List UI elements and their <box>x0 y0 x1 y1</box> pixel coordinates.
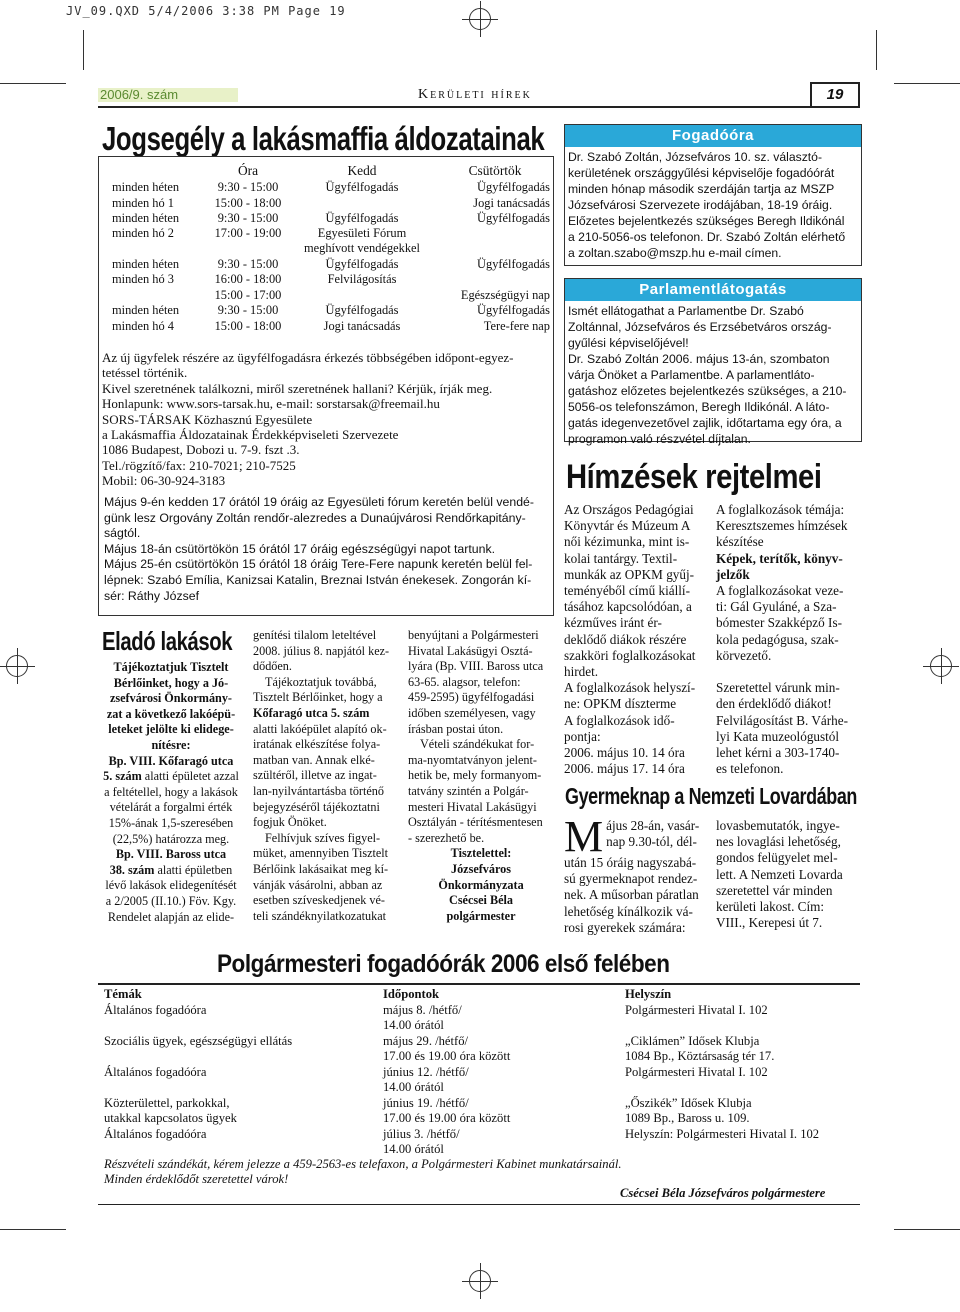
himzesek-line: 2006. május 17. 14 óra <box>564 761 685 777</box>
schedule-column-header: Óra <box>237 163 259 178</box>
note-line: Kivel szeretnének találkozni, miről szeretnének hallani? Kérjük, írják meg. <box>102 380 493 396</box>
himzesek-line: lyi Kata muzeológustól <box>716 728 840 744</box>
schedule-cell: Egészségügyi nap <box>460 288 550 302</box>
signature-line: Tisztelettel: <box>450 846 512 861</box>
event-line: ságtól. <box>104 526 141 541</box>
table-cell: 1084 Bp., Köztársaság tér 17. <box>625 1049 775 1064</box>
elado-line: időben személyesen, vagy <box>408 705 536 720</box>
registration-mark <box>930 655 952 677</box>
event-line: Május 18-án csütörtökön 15 órától 17 óráig egészségügyi napot tartunk. <box>104 541 496 556</box>
himzesek-line: női kézimunka, mint is- <box>564 534 690 550</box>
schedule-column-header: Csütörtök <box>468 163 522 178</box>
section-title: Kerületi hírek <box>418 87 532 102</box>
elado-line: bejegyzéséről tájékoztatni <box>253 799 380 814</box>
table-cell: „Őszikék” Idősek Klubja <box>625 1096 752 1110</box>
dropcap: M <box>564 812 604 861</box>
polgarmesteri-title: Polgármesteri fogadóórák 2006 első felében <box>217 950 670 978</box>
fogadoora-line: Dr. Szabó Zoltán, Józsefváros 10. sz. választó- <box>568 150 823 164</box>
event-line: günk lesz Orgovány Zoltán rendőr-alezredes a Dunaújvárosi Rendőrkapitány- <box>104 510 526 525</box>
elado-column-2 <box>253 628 398 924</box>
gyermeknap-line: rosi gyerekek számára: <box>564 919 686 935</box>
elado-line: benyújtani a Polgármesteri <box>408 628 539 642</box>
gyermeknap-line: sú gyermeknapot rendez- <box>564 871 698 887</box>
himzesek-column-2 <box>716 502 862 777</box>
table-cell: május 8. /hétfő/ <box>383 1003 462 1017</box>
schedule-cell: 15:00 - 17:00 <box>214 288 282 302</box>
schedule-cell: 9:30 - 15:00 <box>217 257 279 271</box>
elado-decree <box>98 878 244 925</box>
gyermeknap-line: nap 9.30-tól, dél- <box>606 834 697 850</box>
himzesek-line: Képek, terítők, könyv- <box>716 550 843 566</box>
elado-line: matban van. Annak elké- <box>253 752 375 767</box>
himzesek-line: ti: Gál Gyuláné, a Sza- <box>716 599 837 615</box>
schedule-cell: Ügyfélfogadás <box>477 180 550 194</box>
gyermeknap-line: ájus 28-án, vasár- <box>606 818 700 833</box>
elado-line: vételárát a forgalmi érték <box>109 800 233 815</box>
schedule-cell: Ügyfélfogadás <box>477 303 550 317</box>
himzesek-line: deklődő diákok részére <box>564 631 687 647</box>
schedule-cell: Ügyfélfogadás <box>325 211 399 225</box>
schedule-cell: Ügyfélfogadás <box>325 303 399 317</box>
schedule-cell: meghívott vendégekkel <box>304 241 420 255</box>
himzesek-line: kolai tantárgy. Textil- <box>564 550 678 566</box>
note-line: a Lakásmaffia Áldozatainak Érdekképviseleti Szervezete <box>102 427 399 443</box>
schedule-cell: 15:00 - 18:00 <box>214 319 282 333</box>
registration-mark <box>6 655 28 677</box>
parlament-line: Ismét ellátogathat a Parlamentbe Dr. Szabó <box>568 304 804 318</box>
elado-line: Osztályán - térítésmentesen <box>408 815 543 830</box>
elado-line: Bp. VIII. Kőfaragó utca <box>108 753 234 768</box>
gyermeknap-line: lovasbemutatók, ingye- <box>716 818 840 833</box>
schedule-cell: minden héten <box>112 180 180 194</box>
himzesek-line: es telefonon. <box>716 761 784 777</box>
himzesek-line: Keresztszemes hímzések <box>716 518 848 534</box>
elado-line: Kőfaragó utca 5. szám <box>253 705 370 720</box>
table-cell: „Ciklámen” Idősek Klubja <box>625 1034 760 1048</box>
table-cell: 17.00 és 19.00 óra között <box>383 1111 511 1126</box>
schedule-cell: Tere-fere nap <box>483 319 550 333</box>
elado-line: Felhívjuk szíves figyel- <box>265 830 381 845</box>
gyermeknap-line: lett. A Nemzeti Lovarda <box>716 866 843 882</box>
himzesek-line: pontja: <box>564 728 601 744</box>
table-cell: 14.00 órától <box>383 1142 444 1157</box>
schedule-cell: minden héten <box>112 303 180 317</box>
crop-mark <box>894 83 960 84</box>
polgarmesteri-signature: Csécsei Béla Józsefváros polgármestere <box>620 1186 826 1200</box>
himzesek-line: bómester Szakképző Is- <box>716 615 842 631</box>
note-line: 1086 Budapest, Dobozi u. 7-9. fszt .3. <box>102 442 300 458</box>
himzesek-line: körvezető. <box>716 647 772 663</box>
elado-line: szültéről, illetve az ingat- <box>253 768 377 783</box>
himzesek-line <box>716 664 862 680</box>
footer-line: Részvételi szándékát, kérem jelezze a 459-2563-es telefaxon, a Polgármesteri Kabinet munkatársainál. <box>104 1157 622 1171</box>
elado-line: vánják vásárolni, abban az <box>253 877 383 892</box>
divider <box>98 983 860 985</box>
elado-condition <box>98 785 244 847</box>
note-line: SORS-TÁRSAK Közhasznú Egyesülete <box>102 411 313 427</box>
schedule-cell: Ügyfélfogadás <box>325 257 399 271</box>
gyermeknap-title: Gyermeknap a Nemzeti Lovardában <box>565 783 858 809</box>
elado-line: Bérlőinket, hogy a Jó- <box>113 675 229 690</box>
registration-mark <box>469 1270 491 1292</box>
elado-title: Eladó lakások <box>102 626 233 656</box>
schedule-cell: minden hó 3 <box>112 272 174 286</box>
table-cell: Általános fogadóóra <box>104 1065 207 1079</box>
table-cell: Polgármesteri Hivatal I. 102 <box>625 1003 768 1017</box>
himzesek-title: Hímzések rejtelmei <box>566 458 822 496</box>
elado-intro <box>98 660 244 769</box>
table-cell: Általános fogadóóra <box>104 1003 207 1017</box>
gyermeknap-line: nes lovaglási lehetőség, <box>716 834 841 850</box>
event-line: lépnek: Szabó Emília, Kanizsai Katalin, Breznai István énekesek. Zongorán kí- <box>104 572 532 587</box>
schedule-cell: Egyesületi Fórum <box>317 226 407 240</box>
table-cell: Közterülettel, parkokkal, <box>104 1096 230 1110</box>
himzesek-line: A foglalkozások helyszí- <box>564 680 696 696</box>
elado-line: Hivatal Lakásügyi Osztá- <box>408 643 533 658</box>
schedule-cell: 9:30 - 15:00 <box>217 303 279 317</box>
himzesek-line: Szeretettel várunk min- <box>716 680 840 696</box>
parlament-line: gyűlési képviselőjével! <box>568 336 689 350</box>
fogadoora-line: a 210-5056-os telefonon. Dr. Szabó Zoltán elérhető <box>568 230 846 244</box>
fogadoora-line: Előzetes bejelentkezés szükséges Beregh Ildikónál <box>568 214 845 228</box>
table-header: Időpontok <box>383 987 440 1001</box>
elado-line: lyára (Bp. VIII. Baross utca <box>408 659 544 674</box>
parlament-line: programon való részvétel díjtalan. <box>568 432 751 446</box>
event-line: Május 9-én kedden 17 órától 19 óráig az Egyesületi fórum keretén belül vendé- <box>104 495 534 509</box>
table-cell: Helyszín: Polgármesteri Hivatal I. 102 <box>625 1127 820 1141</box>
himzesek-line: A foglalkozások idő- <box>564 712 675 728</box>
fogadoora-title: Fogadóóra <box>565 125 861 147</box>
note-line: Honlapunk: www.sors-tarsak.hu, e-mail: sorstarsak@freemail.hu <box>102 396 440 412</box>
note-line: Az új ügyfelek részére az ügyfélfogadásra érkezés többségében időpont-egyez- <box>102 350 514 365</box>
crop-mark <box>83 30 84 70</box>
elado-address-2: Bp. VIII. Baross utca <box>115 847 227 862</box>
elado-line: tatvány szintén a Polgár- <box>408 783 529 798</box>
fogadoora-text <box>565 147 861 263</box>
page-header <box>98 82 860 108</box>
schedule-column-header: Kedd <box>347 163 377 178</box>
elado-line: teli szándéknyilatkozatukat <box>253 908 386 923</box>
himzesek-line: den érdeklődő diákot! <box>716 696 832 712</box>
parlament-line: várja Önöket a Parlamentbe. A parlamentláto- <box>568 368 815 382</box>
table-cell: 14.00 órától <box>383 1018 444 1033</box>
himzesek-line: 2006. május 10. 14 óra <box>564 745 685 761</box>
elado-line: 63-65. alagsor, telefon: <box>408 674 521 689</box>
elado-line: alatti lakóépület alapító ok- <box>253 721 387 736</box>
himzesek-line: Könyvtár és Múzeum A <box>564 518 691 534</box>
gyermeknap-body <box>564 855 704 936</box>
schedule-cell: Ügyfélfogadás <box>477 211 550 225</box>
crop-mark <box>0 83 66 84</box>
elado-line: a feltétellel, hogy a lakások <box>104 784 238 799</box>
parlament-box <box>564 278 862 446</box>
crop-mark <box>0 1229 66 1230</box>
parlament-title: Parlamentlátogatás <box>565 279 861 301</box>
table-cell: 1089 Bp., Baross u. 109. <box>625 1111 750 1126</box>
elado-line: esetben szíveskedjenek vé- <box>253 893 385 908</box>
parlament-text <box>565 301 861 449</box>
elado-address-2-cont: 38. szám alatti épületben <box>109 862 233 877</box>
himzesek-line: A foglalkozásokat veze- <box>716 583 844 599</box>
note-line: Mobil: 06-30-924-3183 <box>102 473 226 489</box>
gyermeknap-line: után 15 óráig nagyszabá- <box>564 855 697 870</box>
fogadoora-line: minden hónap második szerdáján tartja az MSZP <box>568 182 835 196</box>
schedule-cell: minden hó 4 <box>112 319 174 333</box>
gyermeknap-line: lehetőség kínálkozik vá- <box>564 903 693 919</box>
schedule-cell: minden héten <box>112 257 180 271</box>
elado-line: Rendelet alapján az elide- <box>107 909 235 924</box>
parlament-line: 5056-os telefonszámon, Beregh Ildikónál. A láto- <box>568 400 830 414</box>
elado-line: müket, amennyiben Tisztelt <box>253 846 389 861</box>
event-line: Május 25-én csütörtökön 15 órától 18 óráig Tere-Fere napunk keretén belül fel- <box>104 557 533 572</box>
himzesek-line: jelzők <box>716 566 750 582</box>
note-line: tetéssel történik. <box>102 365 188 381</box>
himzesek-line: A foglalkozások témája: <box>716 502 845 517</box>
schedule-cell: 9:30 - 15:00 <box>217 211 279 225</box>
table-cell: 14.00 órától <box>383 1080 444 1095</box>
schedule-cell: Felvilágosítás <box>327 272 397 286</box>
page-number: 19 <box>810 82 860 108</box>
jogsegely-events <box>104 495 552 604</box>
crop-mark <box>876 30 877 70</box>
table-cell: július 3. /hétfő/ <box>383 1127 460 1141</box>
schedule-cell: Ügyfélfogadás <box>325 180 399 194</box>
schedule-cell: 16:00 - 18:00 <box>214 272 282 286</box>
elado-line: lévő lakások elidegenítését <box>105 878 237 893</box>
himzesek-line: kola pedagógusa, szak- <box>716 631 839 647</box>
elado-column-3 <box>408 628 554 924</box>
fogadoora-line: Józsefvárosi Szervezete irodájában, 18-19 óráig. <box>568 198 833 212</box>
gyermeknap-line: kerületi lakost. Cím: <box>716 899 825 915</box>
schedule-cell: Jogi tanácsadás <box>323 319 401 333</box>
table-cell: június 12. /hétfő/ <box>383 1065 469 1079</box>
himzesek-line: hirdet. <box>564 664 599 680</box>
elado-line: lan-nyilvántartásba történő <box>253 783 384 798</box>
jogsegely-title: Jogsegély a lakásmaffia áldozatainak <box>102 120 545 157</box>
elado-line: mesteri Hivatal Lakásügyi <box>408 799 537 814</box>
divider <box>98 1204 860 1205</box>
elado-line: iratának elkészítése folya- <box>253 737 381 752</box>
table-header: Helyszín <box>625 987 672 1001</box>
himzesek-line: ne: OPKM díszterme <box>564 696 677 712</box>
issue-label: 2006/9. szám <box>98 88 238 102</box>
table-cell: május 29. /hétfő/ <box>383 1034 468 1048</box>
gyermeknap-line: VIII., Kerepesi út 7. <box>716 915 823 931</box>
himzesek-line: készítése <box>716 534 764 550</box>
elado-address-1: 5. szám alatti épületet azzal <box>103 769 239 784</box>
fogadoora-line: kerületének országgyűlési képviselője fogadóórát <box>568 166 835 180</box>
parlament-line: gatás idegenvezetővel zajlik, időtartama egy óra, a <box>568 416 842 430</box>
elado-line: ma-nyomtatványon jelent- <box>408 752 537 767</box>
table-cell: Általános fogadóóra <box>104 1127 207 1141</box>
table-cell: június 19. /hétfő/ <box>383 1096 469 1110</box>
elado-line: Tájékoztatjuk továbbá, <box>265 674 377 689</box>
elado-line: - szerezhető be. <box>408 830 485 845</box>
elado-line: 2008. július 8. napjától kez- <box>253 643 390 658</box>
elado-line: Bérlőink lakásaikat meg kí- <box>253 861 389 876</box>
elado-line: genítési tilalom leteltével <box>253 628 377 642</box>
elado-line: Tisztelt Bérlőinket, hogy a <box>253 690 383 705</box>
elado-line: fogjuk Önöket. <box>253 815 327 830</box>
print-slug: JV_09.QXD 5/4/2006 3:38 PM Page 19 <box>66 4 346 18</box>
elado-line: írásban postai úton. <box>408 721 504 736</box>
schedule-cell: 9:30 - 15:00 <box>217 180 279 194</box>
schedule-cell: 15:00 - 18:00 <box>214 196 282 210</box>
footer-line: Minden érdeklődőt szeretettel várok! <box>104 1172 289 1187</box>
elado-line: Tájékoztatjuk Tisztelt <box>113 660 229 674</box>
gyermeknap-column-2 <box>716 818 862 931</box>
himzesek-line: Az Országos Pedagógiai <box>564 502 694 517</box>
event-line: sér: Ráthy József <box>104 588 199 603</box>
elado-line: nítésre: <box>151 737 191 752</box>
signature-line: polgármester <box>446 908 516 923</box>
signature-line: Csécsei Béla <box>449 893 513 908</box>
table-header: Témák <box>104 987 142 1001</box>
elado-line: Vételi szándékukat for- <box>420 737 535 752</box>
elado-line: a 2/2005 (II.10.) Föv. Kgy. <box>105 893 237 908</box>
polgarmesteri-footer <box>104 1157 622 1188</box>
table-cell: Polgármesteri Hivatal I. 102 <box>625 1065 768 1079</box>
elado-line: zat a következő lakóépü- <box>106 706 236 721</box>
signature-line: Józsefváros <box>450 861 512 876</box>
schedule-cell: minden héten <box>112 211 180 225</box>
elado-line: 459-2595) ügyfélfogadási <box>408 690 535 705</box>
schedule-cell: Jogi tanácsadás <box>473 196 550 210</box>
gyermeknap-line: nek. A műsorban páratlan <box>564 887 699 903</box>
parlament-line: gatáshoz előzetes bejelentkezés szükséges, a 210- <box>568 384 847 398</box>
himzesek-column-1 <box>564 502 704 777</box>
himzesek-line: Felvilágosítást B. Várhe- <box>716 712 848 728</box>
elado-line: (22,5%) határozza meg. <box>112 831 230 846</box>
schedule-cell: minden hó 1 <box>112 196 174 210</box>
parlament-line: Dr. Szabó Zoltán 2006. május 13-án, szombaton <box>568 352 830 366</box>
elado-line: leteket jelölte ki elidege- <box>108 722 234 737</box>
elado-column-1 <box>98 660 244 925</box>
elado-line: zsefvárosi Önkormány- <box>110 691 232 706</box>
himzesek-line: munkák az OPKM gyűj- <box>564 566 695 582</box>
schedule-cell: minden hó 2 <box>112 226 174 240</box>
himzesek-line: szakköri foglalkozásokat <box>564 647 696 663</box>
table-cell: Szociális ügyek, egészségügyi ellátás <box>104 1034 293 1048</box>
himzesek-line: teményéből című kiállí- <box>564 583 690 599</box>
parlament-line: Zoltánnal, Józsefváros és Erzsébetváros ország- <box>568 320 832 334</box>
himzesek-line: lehet kérni a 303-1740- <box>716 745 840 761</box>
crop-mark <box>894 1229 960 1230</box>
gyermeknap-line: gondos felügyelet mel- <box>716 850 838 866</box>
elado-line: hetik be, mely formanyom- <box>408 768 542 783</box>
fogadoora-box <box>564 124 862 266</box>
jogsegely-notes <box>102 350 552 489</box>
elado-line: 15%-ának 1,5-szeresében <box>108 815 234 830</box>
elado-line: dődően. <box>253 659 292 674</box>
himzesek-line: kézműves iránt ér- <box>564 615 662 631</box>
table-cell: utakkal kapcsolatos ügyek <box>104 1111 237 1126</box>
note-line: Tel./rögzítő/fax: 210-7021; 210-7525 <box>102 457 296 473</box>
fogadoora-line: a zoltan.szabo@mszp.hu e-mail címen. <box>568 246 782 260</box>
table-cell: 17.00 és 19.00 óra között <box>383 1049 511 1064</box>
signature-line: Önkormányzata <box>438 877 524 892</box>
gyermeknap-line: szeretettel vár minden <box>716 882 833 898</box>
gyermeknap-column-1 <box>564 812 704 936</box>
registration-mark <box>469 8 491 30</box>
schedule-cell: Ügyfélfogadás <box>477 257 550 271</box>
schedule-cell: 17:00 - 19:00 <box>214 226 282 240</box>
himzesek-line: tásához kapcsolódóan, a <box>564 599 692 615</box>
